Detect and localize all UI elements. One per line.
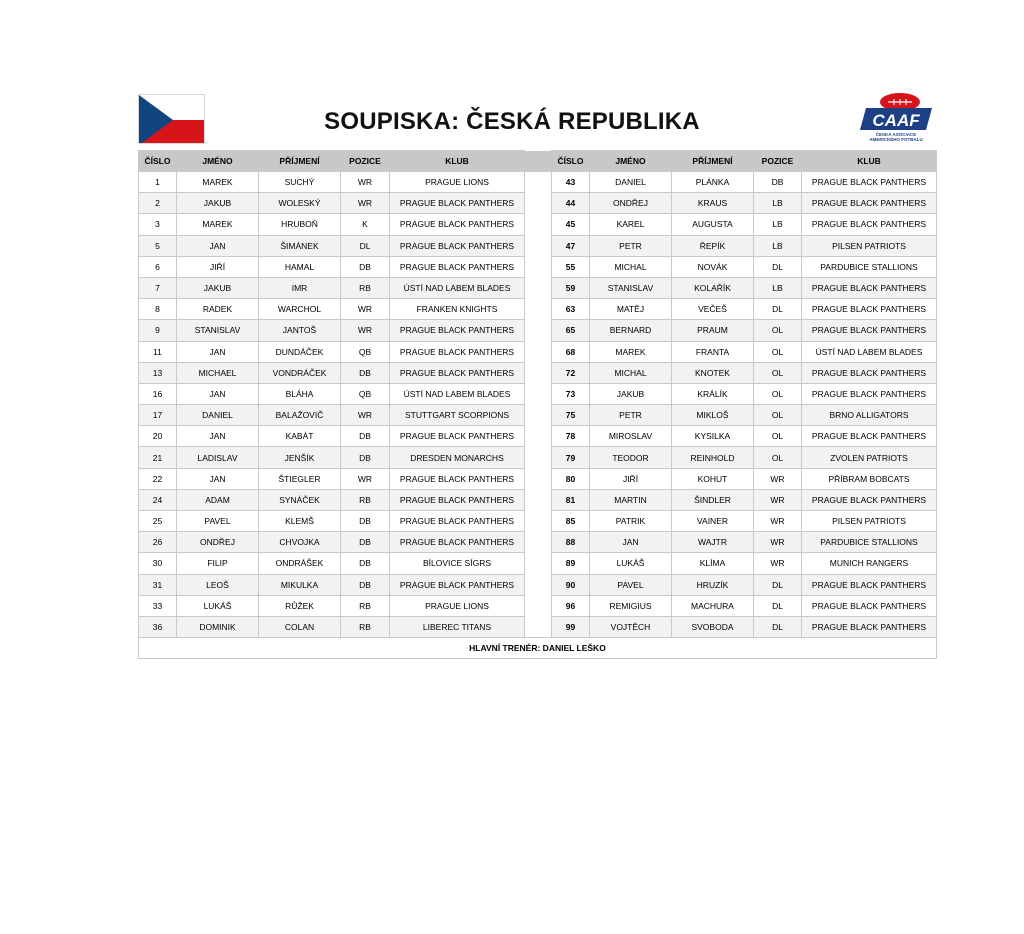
cell-jmeno-right: MICHAL xyxy=(590,256,672,277)
cell-klub-right: PILSEN PATRIOTS xyxy=(802,511,937,532)
cell-klub-left: BÍLOVICE SÍGRS xyxy=(390,553,525,574)
cell-cislo-left: 26 xyxy=(139,532,177,553)
header-jmeno-right: JMÉNO xyxy=(590,151,672,172)
cell-pozice-right: OL xyxy=(754,320,802,341)
cell-klub-right: PRAGUE BLACK PANTHERS xyxy=(802,362,937,383)
column-gap xyxy=(525,595,552,616)
cell-pozice-right: WR xyxy=(754,553,802,574)
cell-cislo-left: 7 xyxy=(139,277,177,298)
cell-jmeno-right: PATRIK xyxy=(590,511,672,532)
cell-pozice-left: QB xyxy=(341,341,390,362)
header-pozice-right: POZICE xyxy=(754,151,802,172)
cell-jmeno-left: LADISLAV xyxy=(177,447,259,468)
cell-prijmeni-right: NOVÁK xyxy=(672,256,754,277)
table-row xyxy=(139,362,937,383)
cell-pozice-left: WR xyxy=(341,468,390,489)
cell-cislo-left: 21 xyxy=(139,447,177,468)
table-row xyxy=(139,553,937,574)
cell-cislo-left: 20 xyxy=(139,426,177,447)
cell-cislo-right: 85 xyxy=(552,511,590,532)
cell-klub-left: PRAGUE BLACK PANTHERS xyxy=(390,574,525,595)
cell-jmeno-right: VOJTĚCH xyxy=(590,616,672,637)
cell-pozice-left: WR xyxy=(341,193,390,214)
logo-subtitle-line2: AMERICKÉHO FOTBALU xyxy=(869,137,923,142)
cell-cislo-left: 31 xyxy=(139,574,177,595)
cell-jmeno-right: PETR xyxy=(590,405,672,426)
cell-pozice-left: K xyxy=(341,214,390,235)
cell-cislo-right: 89 xyxy=(552,553,590,574)
cell-pozice-left: DB xyxy=(341,574,390,595)
cell-prijmeni-left: SYNÁČEK xyxy=(259,489,341,510)
cell-cislo-right: 79 xyxy=(552,447,590,468)
column-gap xyxy=(525,172,552,193)
cell-pozice-left: DL xyxy=(341,235,390,256)
cell-prijmeni-left: BALAŽOVIČ xyxy=(259,405,341,426)
cell-jmeno-left: DANIEL xyxy=(177,405,259,426)
cell-klub-right: PRAGUE BLACK PANTHERS xyxy=(802,616,937,637)
header-row xyxy=(139,151,937,172)
cell-pozice-left: DB xyxy=(341,362,390,383)
cell-klub-right: ZVOLEN PATRIOTS xyxy=(802,447,937,468)
cell-cislo-left: 17 xyxy=(139,405,177,426)
cell-cislo-right: 43 xyxy=(552,172,590,193)
cell-cislo-right: 44 xyxy=(552,193,590,214)
cell-prijmeni-right: ŠINDLER xyxy=(672,489,754,510)
cell-cislo-left: 8 xyxy=(139,299,177,320)
cell-klub-left: PRAGUE BLACK PANTHERS xyxy=(390,256,525,277)
cell-pozice-right: LB xyxy=(754,214,802,235)
cell-cislo-right: 78 xyxy=(552,426,590,447)
cell-klub-left: STUTTGART SCORPIONS xyxy=(390,405,525,426)
cell-pozice-right: WR xyxy=(754,532,802,553)
cell-prijmeni-left: HAMAL xyxy=(259,256,341,277)
cell-pozice-right: DL xyxy=(754,574,802,595)
cell-jmeno-right: MATĚJ xyxy=(590,299,672,320)
column-gap xyxy=(525,468,552,489)
cell-klub-left: ÚSTÍ NAD LABEM BLADES xyxy=(390,383,525,404)
cell-prijmeni-right: MACHURA xyxy=(672,595,754,616)
head-coach: HLAVNÍ TRENÉR: DANIEL LEŠKO xyxy=(139,638,937,659)
cell-pozice-right: OL xyxy=(754,447,802,468)
cell-prijmeni-right: KRAUS xyxy=(672,193,754,214)
cell-jmeno-left: PAVEL xyxy=(177,511,259,532)
cell-pozice-right: WR xyxy=(754,468,802,489)
cell-jmeno-right: MICHAL xyxy=(590,362,672,383)
cell-pozice-right: LB xyxy=(754,235,802,256)
column-gap xyxy=(525,320,552,341)
cell-cislo-right: 81 xyxy=(552,489,590,510)
cell-pozice-left: RB xyxy=(341,616,390,637)
footer-row xyxy=(139,638,937,659)
cell-jmeno-left: JAN xyxy=(177,235,259,256)
cell-jmeno-left: MAREK xyxy=(177,172,259,193)
cell-prijmeni-left: WARCHOL xyxy=(259,299,341,320)
cell-jmeno-right: MIROSLAV xyxy=(590,426,672,447)
column-gap xyxy=(525,341,552,362)
cell-prijmeni-right: KNOTEK xyxy=(672,362,754,383)
cell-klub-right: PRAGUE BLACK PANTHERS xyxy=(802,214,937,235)
cell-prijmeni-right: PRAUM xyxy=(672,320,754,341)
cell-cislo-right: 75 xyxy=(552,405,590,426)
cell-prijmeni-left: SUCHÝ xyxy=(259,172,341,193)
cell-cislo-left: 25 xyxy=(139,511,177,532)
cell-klub-right: PRAGUE BLACK PANTHERS xyxy=(802,299,937,320)
cell-klub-right: PILSEN PATRIOTS xyxy=(802,235,937,256)
cell-klub-left: PRAGUE BLACK PANTHERS xyxy=(390,489,525,510)
column-gap xyxy=(525,214,552,235)
table-row xyxy=(139,172,937,193)
column-gap xyxy=(525,616,552,637)
cell-klub-left: FRANKEN KNIGHTS xyxy=(390,299,525,320)
cell-cislo-right: 73 xyxy=(552,383,590,404)
cell-prijmeni-right: FRANTA xyxy=(672,341,754,362)
cell-jmeno-left: MICHAEL xyxy=(177,362,259,383)
table-row xyxy=(139,511,937,532)
header-prijmeni-left: PŘÍJMENÍ xyxy=(259,151,341,172)
cell-prijmeni-left: KLEMŠ xyxy=(259,511,341,532)
cell-klub-right: PRAGUE BLACK PANTHERS xyxy=(802,320,937,341)
cell-pozice-right: OL xyxy=(754,405,802,426)
cell-cislo-left: 11 xyxy=(139,341,177,362)
cell-pozice-right: LB xyxy=(754,193,802,214)
cell-klub-right: PRAGUE BLACK PANTHERS xyxy=(802,574,937,595)
cell-cislo-left: 36 xyxy=(139,616,177,637)
cell-klub-left: PRAGUE BLACK PANTHERS xyxy=(390,320,525,341)
table-row xyxy=(139,468,937,489)
cell-prijmeni-left: JENŠÍK xyxy=(259,447,341,468)
cell-klub-left: PRAGUE BLACK PANTHERS xyxy=(390,426,525,447)
cell-pozice-right: WR xyxy=(754,511,802,532)
column-gap xyxy=(525,383,552,404)
column-gap xyxy=(525,151,552,172)
table-row xyxy=(139,595,937,616)
cell-jmeno-right: LUKÁŠ xyxy=(590,553,672,574)
cell-prijmeni-left: BLÁHA xyxy=(259,383,341,404)
cell-pozice-left: DB xyxy=(341,532,390,553)
cell-klub-right: PARDUBICE STALLIONS xyxy=(802,256,937,277)
header-prijmeni-right: PŘÍJMENÍ xyxy=(672,151,754,172)
table-row xyxy=(139,383,937,404)
cell-prijmeni-left: DUNDÁČEK xyxy=(259,341,341,362)
column-gap xyxy=(525,362,552,383)
cell-cislo-left: 30 xyxy=(139,553,177,574)
cell-prijmeni-left: ONDRÁŠEK xyxy=(259,553,341,574)
logo-subtitle xyxy=(858,132,934,142)
cell-pozice-left: RB xyxy=(341,277,390,298)
cell-jmeno-left: ONDŘEJ xyxy=(177,532,259,553)
cell-cislo-left: 33 xyxy=(139,595,177,616)
cell-pozice-left: DB xyxy=(341,426,390,447)
table-row xyxy=(139,574,937,595)
cell-cislo-right: 47 xyxy=(552,235,590,256)
cell-pozice-left: RB xyxy=(341,489,390,510)
cell-klub-right: PRAGUE BLACK PANTHERS xyxy=(802,172,937,193)
column-gap xyxy=(525,235,552,256)
cell-pozice-right: OL xyxy=(754,362,802,383)
cell-prijmeni-left: MIKULKA xyxy=(259,574,341,595)
cell-jmeno-right: KAREL xyxy=(590,214,672,235)
cell-prijmeni-right: KRÁLÍK xyxy=(672,383,754,404)
cell-klub-left: ÚSTÍ NAD LABEM BLADES xyxy=(390,277,525,298)
cell-prijmeni-left: ŠIMÁNEK xyxy=(259,235,341,256)
cell-klub-right: MUNICH RANGERS xyxy=(802,553,937,574)
table-row xyxy=(139,489,937,510)
cell-pozice-left: DB xyxy=(341,447,390,468)
cell-jmeno-left: ADAM xyxy=(177,489,259,510)
cell-jmeno-right: REMIGIUS xyxy=(590,595,672,616)
cell-klub-right: BRNO ALLIGATORS xyxy=(802,405,937,426)
cell-prijmeni-left: ŠTIEGLER xyxy=(259,468,341,489)
cell-klub-left: PRAGUE BLACK PANTHERS xyxy=(390,341,525,362)
cell-prijmeni-left: HRUBOŇ xyxy=(259,214,341,235)
cell-prijmeni-left: CHVOJKA xyxy=(259,532,341,553)
header-jmeno-left: JMÉNO xyxy=(177,151,259,172)
cell-jmeno-left: MAREK xyxy=(177,214,259,235)
cell-klub-right: PRAGUE BLACK PANTHERS xyxy=(802,193,937,214)
cell-klub-right: PRAGUE BLACK PANTHERS xyxy=(802,383,937,404)
cell-cislo-right: 80 xyxy=(552,468,590,489)
cell-klub-left: PRAGUE BLACK PANTHERS xyxy=(390,362,525,383)
cell-pozice-left: RB xyxy=(341,595,390,616)
cell-pozice-left: WR xyxy=(341,299,390,320)
cell-prijmeni-left: VONDRÁČEK xyxy=(259,362,341,383)
column-gap xyxy=(525,299,552,320)
cell-klub-left: PRAGUE LIONS xyxy=(390,172,525,193)
cell-jmeno-left: STANISLAV xyxy=(177,320,259,341)
table-row xyxy=(139,193,937,214)
column-gap xyxy=(525,256,552,277)
logo-wordmark: CAAF xyxy=(872,111,920,130)
cell-prijmeni-right: KOLAŘÍK xyxy=(672,277,754,298)
cell-jmeno-right: JAKUB xyxy=(590,383,672,404)
cell-jmeno-right: MARTIN xyxy=(590,489,672,510)
cell-cislo-left: 9 xyxy=(139,320,177,341)
cell-pozice-left: DB xyxy=(341,256,390,277)
roster-table xyxy=(138,150,937,659)
cell-pozice-left: QB xyxy=(341,383,390,404)
table-row xyxy=(139,235,937,256)
cell-prijmeni-left: KABÁT xyxy=(259,426,341,447)
cell-cislo-right: 72 xyxy=(552,362,590,383)
cell-cislo-right: 63 xyxy=(552,299,590,320)
roster-body xyxy=(139,172,937,638)
column-gap xyxy=(525,426,552,447)
cell-jmeno-right: JAN xyxy=(590,532,672,553)
cell-klub-left: PRAGUE BLACK PANTHERS xyxy=(390,214,525,235)
cell-jmeno-left: JAN xyxy=(177,341,259,362)
cell-jmeno-left: JAKUB xyxy=(177,193,259,214)
column-gap xyxy=(525,553,552,574)
cell-cislo-left: 13 xyxy=(139,362,177,383)
column-gap xyxy=(525,447,552,468)
cell-jmeno-right: DANIEL xyxy=(590,172,672,193)
cell-cislo-left: 5 xyxy=(139,235,177,256)
cell-jmeno-left: JAKUB xyxy=(177,277,259,298)
cell-pozice-right: OL xyxy=(754,383,802,404)
cell-prijmeni-right: REINHOLD xyxy=(672,447,754,468)
cell-prijmeni-right: HRUZÍK xyxy=(672,574,754,595)
cell-cislo-left: 22 xyxy=(139,468,177,489)
cell-klub-left: PRAGUE BLACK PANTHERS xyxy=(390,468,525,489)
cell-prijmeni-left: IMR xyxy=(259,277,341,298)
cell-klub-left: PRAGUE BLACK PANTHERS xyxy=(390,532,525,553)
cell-jmeno-right: TEODOR xyxy=(590,447,672,468)
table-row xyxy=(139,299,937,320)
page-title: SOUPISKA: ČESKÁ REPUBLIKA xyxy=(324,108,700,135)
column-gap xyxy=(525,193,552,214)
cell-pozice-right: OL xyxy=(754,341,802,362)
cell-cislo-left: 24 xyxy=(139,489,177,510)
cell-cislo-left: 16 xyxy=(139,383,177,404)
cell-klub-left: PRAGUE BLACK PANTHERS xyxy=(390,235,525,256)
cell-cislo-left: 6 xyxy=(139,256,177,277)
cell-cislo-right: 59 xyxy=(552,277,590,298)
cell-klub-right: PRAGUE BLACK PANTHERS xyxy=(802,426,937,447)
table-row xyxy=(139,447,937,468)
cell-jmeno-left: DOMINIK xyxy=(177,616,259,637)
cell-klub-right: PŘÍBRAM BOBCATS xyxy=(802,468,937,489)
cell-klub-right: PARDUBICE STALLIONS xyxy=(802,532,937,553)
table-row xyxy=(139,616,937,637)
cell-jmeno-left: JIŘÍ xyxy=(177,256,259,277)
cell-jmeno-left: JAN xyxy=(177,426,259,447)
table-row xyxy=(139,277,937,298)
header-klub-left: KLUB xyxy=(390,151,525,172)
cell-cislo-left: 2 xyxy=(139,193,177,214)
cell-pozice-right: WR xyxy=(754,489,802,510)
table-row xyxy=(139,426,937,447)
cell-klub-right: PRAGUE BLACK PANTHERS xyxy=(802,595,937,616)
cell-klub-left: LIBEREC TITANS xyxy=(390,616,525,637)
cell-jmeno-right: STANISLAV xyxy=(590,277,672,298)
cell-prijmeni-right: KOHUT xyxy=(672,468,754,489)
table-row xyxy=(139,256,937,277)
cell-pozice-left: WR xyxy=(341,405,390,426)
cell-klub-left: DRESDEN MONARCHS xyxy=(390,447,525,468)
cell-prijmeni-right: ŘEPÍK xyxy=(672,235,754,256)
cell-klub-right: PRAGUE BLACK PANTHERS xyxy=(802,489,937,510)
cell-prijmeni-right: WAJTR xyxy=(672,532,754,553)
cell-klub-left: PRAGUE LIONS xyxy=(390,595,525,616)
cell-prijmeni-left: JANTOŠ xyxy=(259,320,341,341)
cell-cislo-right: 96 xyxy=(552,595,590,616)
cell-klub-left: PRAGUE BLACK PANTHERS xyxy=(390,193,525,214)
header-cislo-right: ČÍSLO xyxy=(552,151,590,172)
cell-pozice-left: DB xyxy=(341,511,390,532)
logo-subtitle-line1: ČESKÁ ASOCIACE xyxy=(875,132,917,137)
table-row xyxy=(139,320,937,341)
cell-cislo-left: 1 xyxy=(139,172,177,193)
cell-jmeno-left: LEOŠ xyxy=(177,574,259,595)
cell-cislo-right: 55 xyxy=(552,256,590,277)
cell-pozice-left: DB xyxy=(341,553,390,574)
cell-pozice-right: LB xyxy=(754,277,802,298)
cell-jmeno-left: JAN xyxy=(177,468,259,489)
cell-jmeno-right: MAREK xyxy=(590,341,672,362)
cell-prijmeni-left: RŮŽEK xyxy=(259,595,341,616)
cell-jmeno-right: JIŘÍ xyxy=(590,468,672,489)
column-gap xyxy=(525,532,552,553)
cell-prijmeni-left: WOLESKÝ xyxy=(259,193,341,214)
cell-jmeno-right: ONDŘEJ xyxy=(590,193,672,214)
cell-prijmeni-right: VEČEŠ xyxy=(672,299,754,320)
cell-cislo-right: 45 xyxy=(552,214,590,235)
column-gap xyxy=(525,574,552,595)
column-gap xyxy=(525,511,552,532)
column-gap xyxy=(525,489,552,510)
cell-jmeno-left: LUKÁŠ xyxy=(177,595,259,616)
cell-jmeno-right: PAVEL xyxy=(590,574,672,595)
cell-prijmeni-right: AUGUSTA xyxy=(672,214,754,235)
header-pozice-left: POZICE xyxy=(341,151,390,172)
cell-prijmeni-right: KYSILKA xyxy=(672,426,754,447)
table-row xyxy=(139,341,937,362)
cell-prijmeni-right: VAINER xyxy=(672,511,754,532)
cell-cislo-right: 65 xyxy=(552,320,590,341)
cell-jmeno-right: PETR xyxy=(590,235,672,256)
cell-prijmeni-right: PLÁNKA xyxy=(672,172,754,193)
header-cislo-left: ČÍSLO xyxy=(139,151,177,172)
cell-cislo-right: 90 xyxy=(552,574,590,595)
cell-cislo-left: 3 xyxy=(139,214,177,235)
table-row xyxy=(139,214,937,235)
cell-pozice-left: WR xyxy=(341,320,390,341)
table-row xyxy=(139,405,937,426)
cell-prijmeni-right: SVOBODA xyxy=(672,616,754,637)
cell-pozice-right: DL xyxy=(754,595,802,616)
cell-pozice-right: DL xyxy=(754,256,802,277)
column-gap xyxy=(525,405,552,426)
cell-jmeno-right: BERNARD xyxy=(590,320,672,341)
cell-cislo-right: 88 xyxy=(552,532,590,553)
cell-cislo-right: 68 xyxy=(552,341,590,362)
cell-pozice-right: OL xyxy=(754,426,802,447)
column-gap xyxy=(525,277,552,298)
cell-cislo-right: 99 xyxy=(552,616,590,637)
cell-pozice-left: WR xyxy=(341,172,390,193)
cell-pozice-right: DB xyxy=(754,172,802,193)
cell-prijmeni-right: KLÍMA xyxy=(672,553,754,574)
cell-pozice-right: DL xyxy=(754,616,802,637)
cell-jmeno-left: FILIP xyxy=(177,553,259,574)
cell-prijmeni-left: COLAN xyxy=(259,616,341,637)
cell-klub-right: ÚSTÍ NAD LABEM BLADES xyxy=(802,341,937,362)
cell-jmeno-left: JAN xyxy=(177,383,259,404)
cell-jmeno-left: RADEK xyxy=(177,299,259,320)
cell-pozice-right: DL xyxy=(754,299,802,320)
cell-klub-left: PRAGUE BLACK PANTHERS xyxy=(390,511,525,532)
cell-klub-right: PRAGUE BLACK PANTHERS xyxy=(802,277,937,298)
header-klub-right: KLUB xyxy=(802,151,937,172)
table-row xyxy=(139,532,937,553)
cell-prijmeni-right: MIKLOŠ xyxy=(672,405,754,426)
